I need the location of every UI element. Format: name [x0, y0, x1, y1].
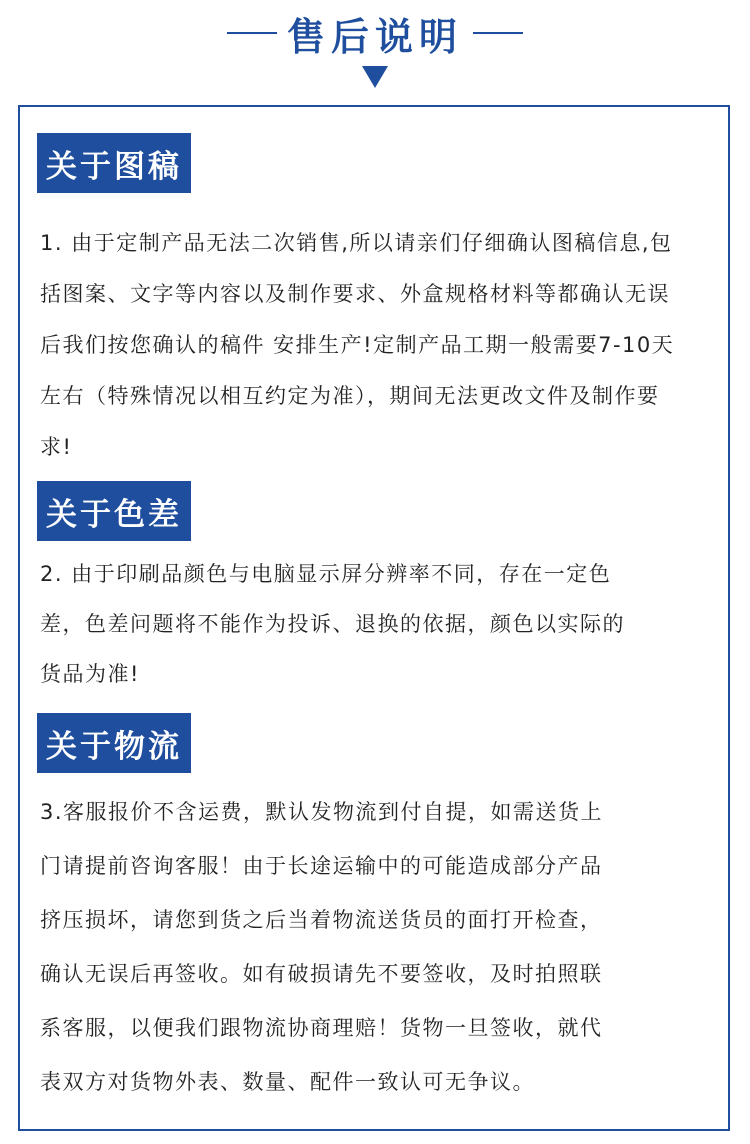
page-header	[0, 8, 750, 58]
text-line: 2. 由于印刷品颜色与电脑显示屏分辨率不同，存在一定色	[40, 562, 612, 586]
page-title: 售后说明	[286, 14, 463, 59]
section-tag-color-difference: 关于色差	[37, 481, 191, 541]
text-line: 求!	[40, 435, 73, 459]
section-tag-logistics: 关于物流	[37, 713, 191, 773]
text-line: 货品为准!	[40, 662, 140, 686]
text-line: 后我们按您确认的稿件 安排生产!定制产品工期一般需要7-10天	[40, 333, 675, 357]
section-text-artwork	[40, 218, 715, 473]
section-text-logistics	[40, 785, 715, 1109]
text-line: 括图案、文字等内容以及制作要求、外盒规格材料等都确认无误	[40, 282, 670, 306]
text-line: 门请提前咨询客服！由于长途运输中的可能造成部分产品	[40, 854, 603, 878]
text-line: 表双方对货物外表、数量、配件一致认可无争议。	[40, 1070, 535, 1094]
header-right-rule	[473, 32, 523, 34]
text-line: 系客服，以便我们跟物流协商理赔！货物一旦签收，就代	[40, 1016, 603, 1040]
header-left-rule	[227, 32, 277, 34]
text-line: 差，色差问题将不能作为投诉、退换的依据，颜色以实际的	[40, 612, 625, 636]
text-line: 确认无误后再签收。如有破损请先不要签收，及时拍照联	[40, 962, 603, 986]
text-line: 左右（特殊情况以相互约定为准），期间无法更改文件及制作要	[40, 384, 660, 408]
text-line: 挤压损坏，请您到货之后当着物流送货员的面打开检查，	[40, 908, 603, 932]
section-text-color-difference	[40, 549, 715, 699]
text-line: 3.客服报价不含运费，默认发物流到付自提，如需送货上	[40, 800, 604, 824]
section-tag-artwork: 关于图稿	[37, 133, 191, 193]
down-triangle-icon	[362, 66, 388, 88]
text-line: 1. 由于定制产品无法二次销售,所以请亲们仔细确认图稿信息,包	[40, 231, 673, 255]
